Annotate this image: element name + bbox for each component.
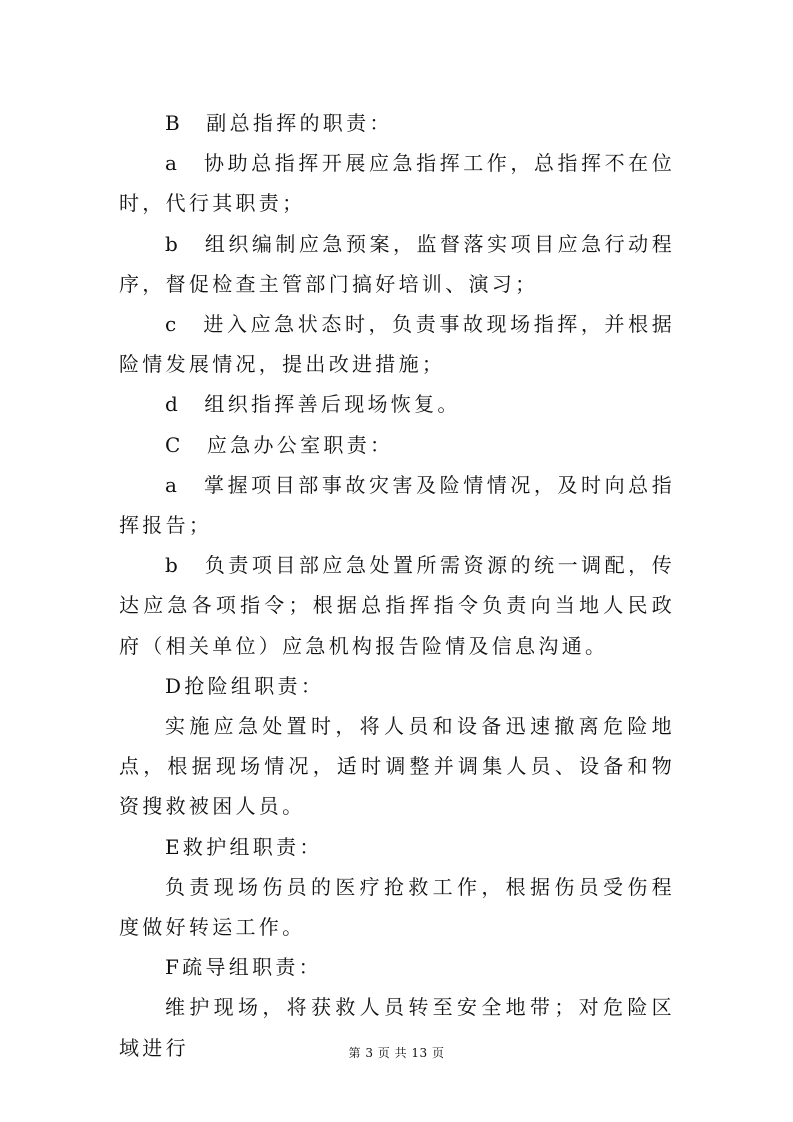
paragraph-rescue-team-duty: 实施应急处置时，将人员和设备迅速撤离危险地点，根据现场情况，适时调整并调集人员、设备和物资搜救被困人员。 — [119, 714, 675, 819]
paragraph-office-duty-a: a 掌握项目部事故灾害及险情情况，及时向总指挥报告； — [119, 472, 675, 538]
paragraph-office-heading: C 应急办公室职责： — [165, 432, 394, 457]
paragraph-rescue-team-heading: D抢险组职责： — [165, 673, 325, 698]
page-number-footer: 第 3 页 共 13 页 — [348, 1046, 445, 1060]
paragraph-medical-team-heading: E救护组职责： — [165, 834, 323, 859]
paragraph-evacuation-team-duty: 维护现场，将获救人员转至安全地带；对危险区域进行 — [119, 995, 675, 1060]
document-body — [119, 103, 675, 1068]
paragraph-deputy-duty-b: b 组织编制应急预案，监督落实项目应急行动程序，督促检查主管部门搞好培训、演习； — [119, 231, 675, 296]
paragraph-deputy-duty-c: c 进入应急状态时，负责事故现场指挥，并根据险情发展情况，提出改进措施； — [119, 312, 675, 377]
paragraph-medical-team-duty: 负责现场伤员的医疗抢救工作，根据伤员受伤程度做好转运工作。 — [119, 874, 675, 940]
paragraph-evacuation-team-heading: F疏导组职责： — [165, 955, 322, 980]
paragraph-office-duty-b: b 负责项目部应急处置所需资源的统一调配，传达应急各项指令；根据总指挥指令负责向当地人民政府（相关单位）应急机构报告险情及信息沟通。 — [119, 553, 675, 658]
paragraph-deputy-duty-d: d 组织指挥善后现场恢复。 — [165, 392, 461, 417]
paragraph-deputy-duty-a: a 协助总指挥开展应急指挥工作，总指挥不在位时，代行其职责； — [119, 151, 675, 216]
paragraph-deputy-commander-heading: B 副总指挥的职责： — [165, 111, 393, 135]
